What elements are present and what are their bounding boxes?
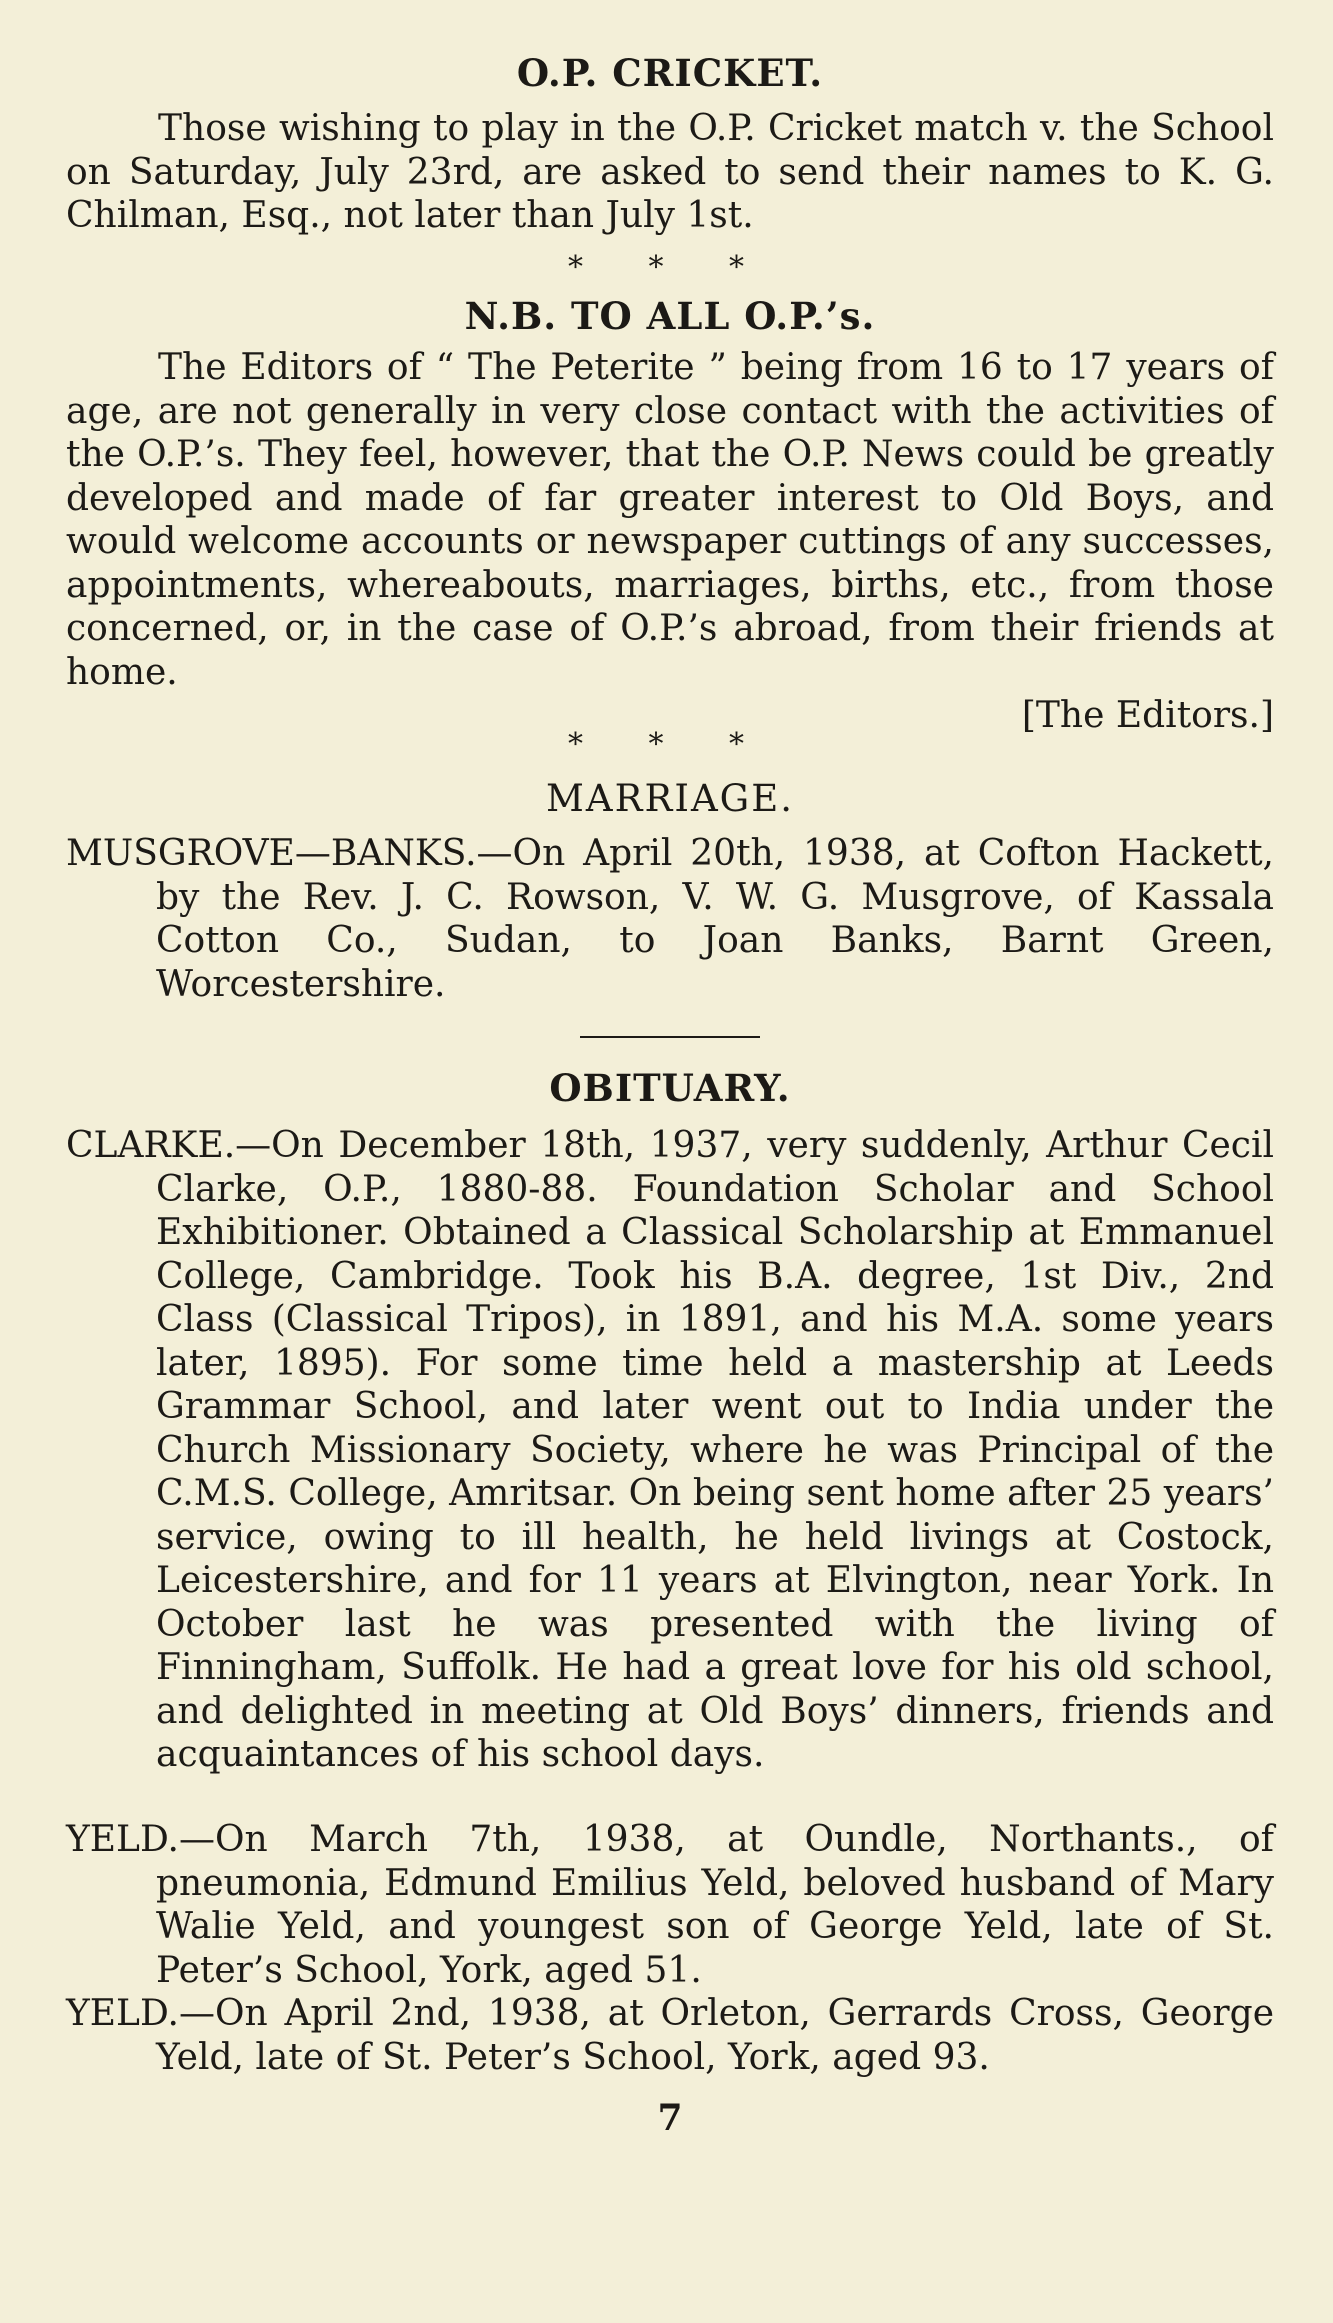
obituary-entry-clarke xyxy=(66,1124,1274,1777)
page-number: 7 xyxy=(657,2097,683,2139)
notice-heading: N.B. TO ALL O.P.’s. xyxy=(464,294,876,338)
marriage-section xyxy=(66,777,1274,820)
notice-paragraph: The Editors of “ The Peterite ” being from 16 to 17 years of age, are not generally in very close contact with the activities of the O.P.’s. They feel, however, that the O.P. News could be greatly developed and made of far greater interest to Old Boys, and would welcome accounts or newspaper cuttings of any successes, appointments, whereabouts, marriages, births, etc., from those concerned, or, in the case of O.P.’s abroad, from their friends at home. xyxy=(66,347,1274,693)
obituary-section xyxy=(66,1066,1274,1110)
cricket-heading: O.P. CRICKET. xyxy=(516,51,824,95)
editors-signature: [The Editors.] xyxy=(1021,695,1274,736)
obituary-entry: YELD.—On March 7th, 1938, at Oundle, Northants., of pneumonia, Edmund Emilius Yeld, beloved husband of Mary Walie Yeld, and youngest son of George Yeld, late of St. Peter’s School, York, aged 51. xyxy=(66,1819,1274,1991)
cricket-paragraph: Those wishing to play in the O.P. Cricket match v. the School on Saturday, July 23rd, are asked to send their names to K. G. Chilman, Esq., not later than July 1st. xyxy=(66,108,1274,236)
obituary-heading: OBITUARY. xyxy=(549,1066,791,1110)
marriage-entry: MUSGROVE—BANKS.—On April 20th, 1938, at Cofton Hackett, by the Rev. J. C. Rowson, V. W. G. Musgrove, of Kassala Cotton Co., Sudan, to Joan Banks, Barnt Green, Worcestershire. xyxy=(66,833,1274,1005)
footer xyxy=(66,2097,1274,2139)
notice-section xyxy=(66,294,1274,338)
separator-one xyxy=(66,250,1274,285)
horizontal-rule xyxy=(580,1036,760,1038)
asterism: * * * xyxy=(567,250,773,285)
obituary-entry-yeld-george xyxy=(66,1992,1274,2079)
notice-body xyxy=(66,346,1274,738)
obituary-entry: YELD.—On April 2nd, 1938, at Orleton, Gerrards Cross, George Yeld, late of St. Peter’s School, York, aged 93. xyxy=(66,1993,1274,2078)
asterism: * * * xyxy=(567,727,773,762)
marriage-body xyxy=(66,832,1274,1006)
obituary-entry-yeld-edmund xyxy=(66,1818,1274,1992)
cricket-body xyxy=(66,107,1274,238)
obituary-entry: CLARKE.—On December 18th, 1937, very suddenly, Arthur Cecil Clarke, O.P., 1880-88. Foundation Scholar and School Exhibitioner. Obtained a Classical Scholarship at Emmanuel College, Cambridge. Took his B.A. degree, 1st Div., 2nd Class (Classical Tripos), in 1891, and his M.A. some years later, 1895). For some time held a mastership at Leeds Grammar School, and later went out to India under the Church Missionary Society, where he was Principal of the C.M.S. College, Amritsar. On being sent home after 25 years’ service, owing to ill health, he held livings at Costock, Leicestershire, and for 11 years at Elvington, near York. In October last he was presented with the living of Finningham, Suffolk. He had a great love for his old school, and delighted in meeting at Old Boys’ dinners, friends and acquaintances of his school days. xyxy=(66,1125,1274,1775)
separator-two xyxy=(66,727,1274,762)
cricket-section xyxy=(66,51,1274,95)
section-divider xyxy=(66,1036,1274,1038)
marriage-heading: MARRIAGE. xyxy=(546,777,794,820)
